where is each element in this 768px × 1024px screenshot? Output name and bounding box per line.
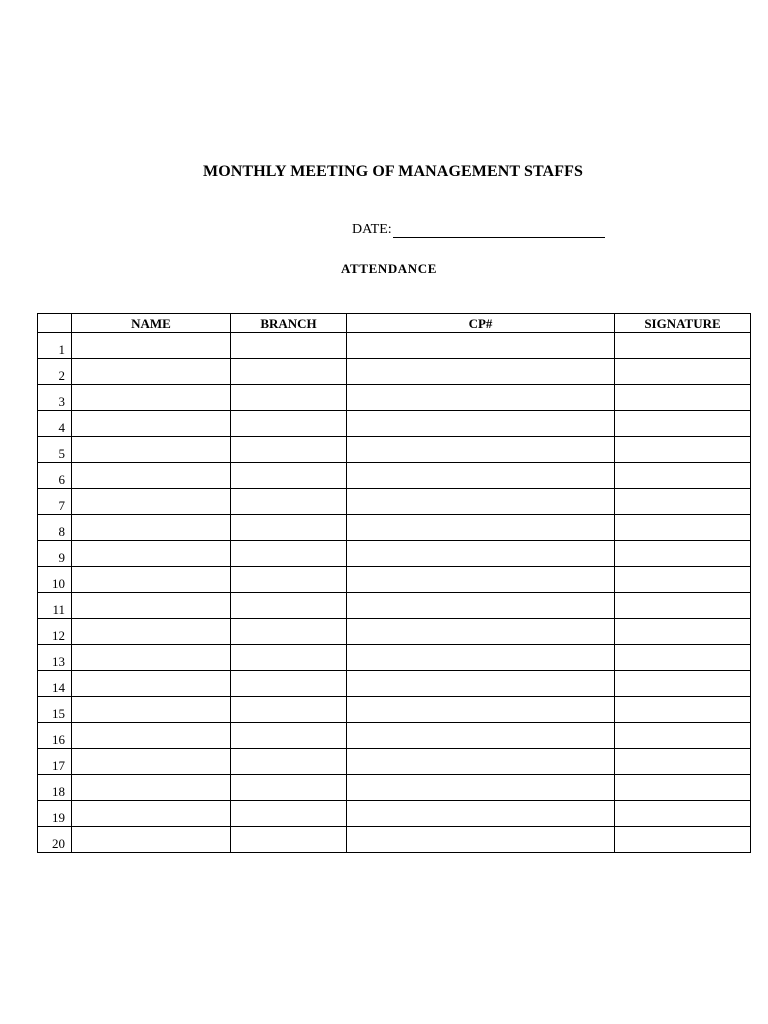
cp-cell[interactable] [347, 749, 615, 775]
row-number: 8 [38, 515, 72, 541]
column-header-number [38, 314, 72, 333]
branch-cell[interactable] [231, 593, 347, 619]
branch-cell[interactable] [231, 697, 347, 723]
row-number: 16 [38, 723, 72, 749]
cp-cell[interactable] [347, 385, 615, 411]
name-cell[interactable] [72, 827, 231, 853]
name-cell[interactable] [72, 567, 231, 593]
table-row [38, 333, 751, 359]
branch-cell[interactable] [231, 619, 347, 645]
attendance-table [37, 313, 751, 853]
branch-cell[interactable] [231, 827, 347, 853]
cp-cell[interactable] [347, 437, 615, 463]
row-number: 15 [38, 697, 72, 723]
name-cell[interactable] [72, 619, 231, 645]
table-row [38, 385, 751, 411]
name-cell[interactable] [72, 463, 231, 489]
cp-cell[interactable] [347, 489, 615, 515]
signature-cell[interactable] [615, 749, 751, 775]
table-row [38, 801, 751, 827]
date-field [352, 222, 605, 238]
name-cell[interactable] [72, 645, 231, 671]
row-number: 3 [38, 385, 72, 411]
signature-cell[interactable] [615, 567, 751, 593]
table-row [38, 489, 751, 515]
signature-cell[interactable] [615, 541, 751, 567]
table-row [38, 567, 751, 593]
table-row [38, 515, 751, 541]
branch-cell[interactable] [231, 463, 347, 489]
name-cell[interactable] [72, 489, 231, 515]
table-row [38, 645, 751, 671]
cp-cell[interactable] [347, 775, 615, 801]
name-cell[interactable] [72, 437, 231, 463]
column-header-branch: BRANCH [231, 314, 347, 333]
name-cell[interactable] [72, 801, 231, 827]
table-row [38, 723, 751, 749]
name-cell[interactable] [72, 359, 231, 385]
signature-cell[interactable] [615, 489, 751, 515]
name-cell[interactable] [72, 723, 231, 749]
row-number: 5 [38, 437, 72, 463]
cp-cell[interactable] [347, 567, 615, 593]
attendance-heading: ATTENDANCE [341, 261, 438, 276]
signature-cell[interactable] [615, 801, 751, 827]
row-number: 13 [38, 645, 72, 671]
name-cell[interactable] [72, 411, 231, 437]
branch-cell[interactable] [231, 567, 347, 593]
cp-cell[interactable] [347, 515, 615, 541]
table-row [38, 411, 751, 437]
row-number: 19 [38, 801, 72, 827]
row-number: 2 [38, 359, 72, 385]
table-row [38, 463, 751, 489]
row-number: 1 [38, 333, 72, 359]
cp-cell[interactable] [347, 645, 615, 671]
cp-cell[interactable] [347, 827, 615, 853]
name-cell[interactable] [72, 593, 231, 619]
cp-cell[interactable] [347, 697, 615, 723]
branch-cell[interactable] [231, 801, 347, 827]
signature-cell[interactable] [615, 463, 751, 489]
table-row [38, 749, 751, 775]
signature-cell[interactable] [615, 515, 751, 541]
row-number: 12 [38, 619, 72, 645]
row-number: 11 [38, 593, 72, 619]
cp-cell[interactable] [347, 411, 615, 437]
cp-cell[interactable] [347, 671, 615, 697]
signature-cell[interactable] [615, 827, 751, 853]
cp-cell[interactable] [347, 593, 615, 619]
branch-cell[interactable] [231, 489, 347, 515]
signature-cell[interactable] [615, 437, 751, 463]
row-number: 9 [38, 541, 72, 567]
cp-cell[interactable] [347, 619, 615, 645]
signature-cell[interactable] [615, 593, 751, 619]
branch-cell[interactable] [231, 515, 347, 541]
branch-cell[interactable] [231, 671, 347, 697]
branch-cell[interactable] [231, 333, 347, 359]
row-number: 10 [38, 567, 72, 593]
column-header-cp: CP# [347, 314, 615, 333]
cp-cell[interactable] [347, 723, 615, 749]
date-blank-line[interactable] [393, 225, 605, 238]
signature-cell[interactable] [615, 359, 751, 385]
branch-cell[interactable] [231, 385, 347, 411]
table-header-row [38, 314, 751, 333]
column-header-signature: SIGNATURE [615, 314, 751, 333]
name-cell[interactable] [72, 775, 231, 801]
cp-cell[interactable] [347, 801, 615, 827]
branch-cell[interactable] [231, 437, 347, 463]
signature-cell[interactable] [615, 723, 751, 749]
row-number: 7 [38, 489, 72, 515]
document-title: MONTHLY MEETING OF MANAGEMENT STAFFS [203, 163, 583, 180]
branch-cell[interactable] [231, 541, 347, 567]
name-cell[interactable] [72, 697, 231, 723]
cp-cell[interactable] [347, 359, 615, 385]
branch-cell[interactable] [231, 775, 347, 801]
name-cell[interactable] [72, 385, 231, 411]
signature-cell[interactable] [615, 411, 751, 437]
signature-cell[interactable] [615, 697, 751, 723]
row-number: 20 [38, 827, 72, 853]
signature-cell[interactable] [615, 645, 751, 671]
name-cell[interactable] [72, 515, 231, 541]
table-row [38, 827, 751, 853]
branch-cell[interactable] [231, 749, 347, 775]
table-row [38, 775, 751, 801]
table-row [38, 359, 751, 385]
signature-cell[interactable] [615, 619, 751, 645]
name-cell[interactable] [72, 749, 231, 775]
branch-cell[interactable] [231, 723, 347, 749]
signature-cell[interactable] [615, 385, 751, 411]
date-label: DATE: [352, 222, 392, 237]
row-number: 6 [38, 463, 72, 489]
signature-cell[interactable] [615, 671, 751, 697]
name-cell[interactable] [72, 671, 231, 697]
name-cell[interactable] [72, 333, 231, 359]
signature-cell[interactable] [615, 333, 751, 359]
table-row [38, 619, 751, 645]
table-row [38, 697, 751, 723]
branch-cell[interactable] [231, 411, 347, 437]
row-number: 4 [38, 411, 72, 437]
cp-cell[interactable] [347, 463, 615, 489]
table-row [38, 671, 751, 697]
table-row [38, 593, 751, 619]
row-number: 17 [38, 749, 72, 775]
table-row [38, 437, 751, 463]
cp-cell[interactable] [347, 541, 615, 567]
name-cell[interactable] [72, 541, 231, 567]
signature-cell[interactable] [615, 775, 751, 801]
table-row [38, 541, 751, 567]
row-number: 14 [38, 671, 72, 697]
cp-cell[interactable] [347, 333, 615, 359]
branch-cell[interactable] [231, 645, 347, 671]
row-number: 18 [38, 775, 72, 801]
branch-cell[interactable] [231, 359, 347, 385]
column-header-name: NAME [72, 314, 231, 333]
